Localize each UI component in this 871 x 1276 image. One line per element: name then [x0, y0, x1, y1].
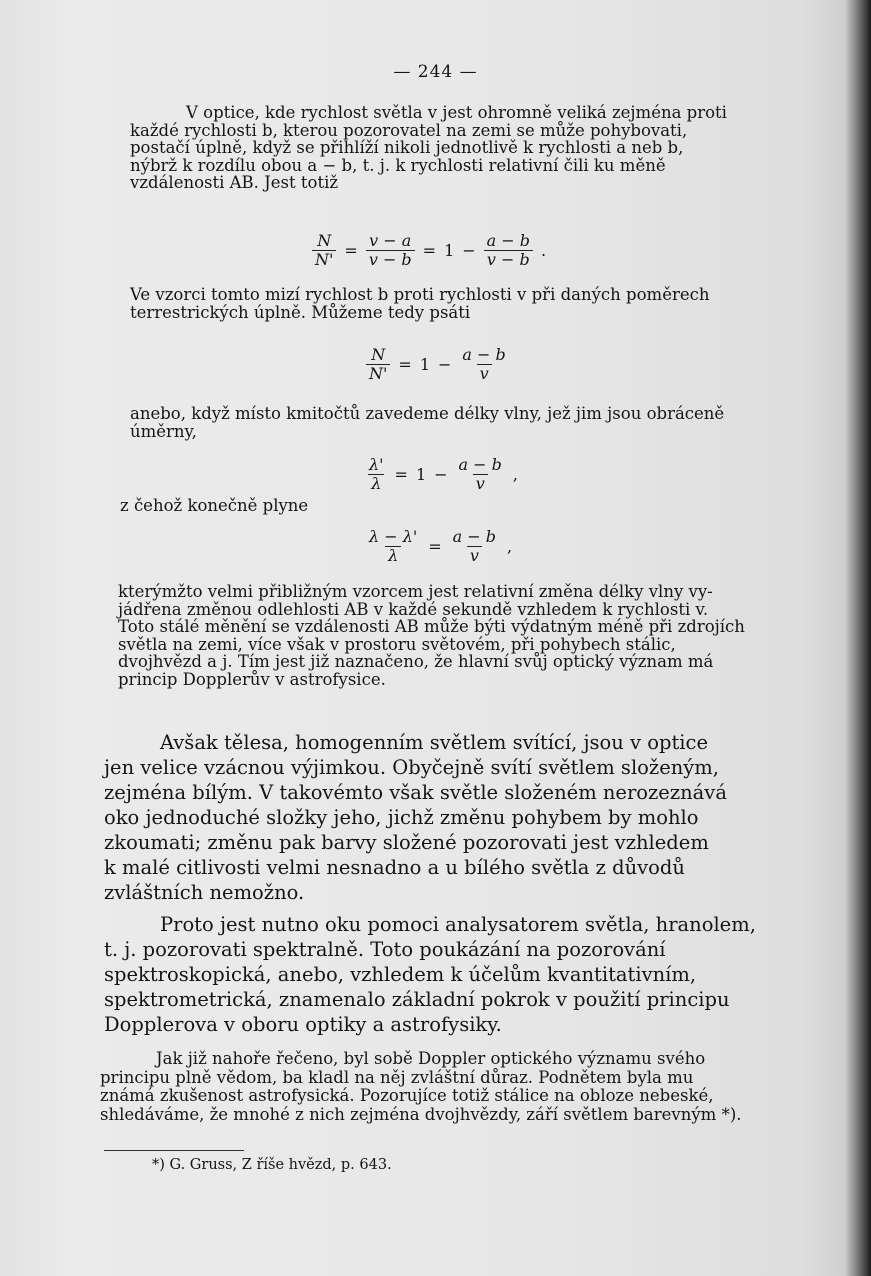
- paragraph-relative-change: [118, 583, 788, 688]
- minus-sign: −: [434, 465, 448, 484]
- text-line: vzdálenosti AB. Jest totiž: [130, 173, 339, 192]
- punctuation: ,: [512, 465, 518, 484]
- text-line: spektroskopická, anebo, vzhledem k účelům kvantitativním,: [104, 963, 697, 986]
- minus-sign: −: [462, 241, 476, 260]
- minus-sign: −: [438, 355, 452, 374]
- footnote-rule: [104, 1150, 244, 1151]
- paragraph-doppler-awareness: [100, 1050, 768, 1124]
- fraction: [366, 528, 420, 565]
- formula-relative-change: [366, 528, 512, 565]
- paragraph-optics-intro: [130, 104, 788, 192]
- fraction: [366, 232, 415, 269]
- constant-one: 1: [444, 241, 455, 260]
- text-line: oko jednoduché složky jeho, jichž změnu pohybem by mohlo: [104, 806, 699, 829]
- denominator: N': [366, 364, 390, 383]
- numerator: a − b: [486, 231, 531, 250]
- text-line: t. j. pozorovati spektralně. Toto poukázání na pozorování: [104, 938, 666, 961]
- fraction: [312, 232, 336, 269]
- paragraph-composite-light: [104, 730, 770, 905]
- denominator: v − b: [484, 250, 533, 269]
- numerator: N: [371, 345, 386, 364]
- denominator: λ: [385, 546, 401, 565]
- fraction: [366, 456, 387, 493]
- denominator: v: [477, 364, 492, 383]
- formula-frequency-ratio: [312, 232, 546, 269]
- paragraph-whence: [120, 497, 778, 515]
- text-line: terrestrických úplně. Můžeme tedy psáti: [130, 302, 471, 322]
- denominator: λ: [368, 474, 384, 493]
- page-number: — 244 —: [393, 62, 478, 82]
- fraction: [456, 456, 505, 493]
- numerator: λ − λ': [369, 527, 418, 546]
- numerator: v − a: [369, 231, 412, 250]
- text-line: Dopplerova v oboru optiky a astrofysiky.: [104, 1013, 502, 1036]
- text-line: Ve vzorci tomto mizí rychlost b proti rychlosti v při daných poměrech: [130, 285, 710, 304]
- fraction: [459, 346, 508, 383]
- text-line: světla na zemi, více však v prostoru světovém, při pohybech stálic,: [118, 634, 676, 654]
- text-line: zkoumati; změnu pak barvy složené pozorovati jest vzhledem: [104, 831, 709, 854]
- text-line: dvojhvězd a j. Tím jest již naznačeno, že hlavní svůj optický význam má: [118, 652, 714, 671]
- numerator: λ': [369, 455, 384, 474]
- text-line: každé rychlosti b, kterou pozorovatel na zemi se může pohybovati,: [130, 120, 688, 140]
- numerator: a − b: [458, 455, 502, 474]
- text-line: zvláštních nemožno.: [104, 881, 305, 904]
- paragraph-spectral: [104, 912, 770, 1037]
- text-line: zejména bílým. V takovémto však světle složeném nerozeznává: [104, 781, 727, 804]
- fraction: [366, 346, 390, 383]
- fraction: [450, 528, 499, 565]
- paragraph-terrestrial: [130, 286, 788, 321]
- equals-sign: =: [422, 241, 437, 260]
- text-line: z čehož konečně plyne: [120, 496, 309, 515]
- text-line: známá zkušenost astrofysická. Pozorujíce totiž stálice na obloze nebeské,: [100, 1086, 714, 1105]
- text-line: Jak již nahoře řečeno, byl sobě Doppler optického významu svého: [156, 1049, 706, 1068]
- numerator: a − b: [452, 527, 497, 546]
- text-line: princip Dopplerův v astrofysice.: [118, 669, 386, 689]
- text-line: jen velice vzácnou výjimkou. Obyčejně svítí světlem složeným,: [104, 756, 719, 779]
- equals-sign: =: [398, 355, 412, 374]
- text-line: nýbrž k rozdílu obou a − b, t. j. k rychlosti relativní čili ku měně: [130, 155, 666, 175]
- paragraph-wavelength: [130, 405, 788, 440]
- punctuation: .: [541, 241, 547, 260]
- denominator: v: [467, 546, 482, 565]
- numerator: N: [317, 231, 332, 250]
- fraction: [484, 232, 533, 269]
- text-line: kterýmžto velmi přibližným vzorcem jest relativní změna délky vlny vy-: [118, 582, 713, 601]
- text-line: Toto stálé měnění se vzdálenosti AB může býti výdatným méně při zdrojích: [118, 617, 745, 636]
- footnote: *) G. Gruss, Z říše hvězd, p. 643.: [152, 1157, 392, 1173]
- formula-wavelength-ratio: [366, 456, 518, 493]
- constant-one: 1: [419, 355, 430, 374]
- text-line: anebo, když místo kmitočtů zavedeme délky vlny, jež jim jsou obráceně: [130, 404, 725, 423]
- text-line: úměrny,: [130, 421, 197, 441]
- equals-sign: =: [344, 241, 358, 260]
- text-line: principu plně vědom, ba kladl na něj zvláštní důraz. Podnětem byla mu: [100, 1067, 694, 1087]
- text-line: Proto jest nutno oku pomoci analysatorem světla, hranolem,: [160, 913, 756, 936]
- denominator: N': [312, 250, 336, 269]
- text-line: jádřena změnou odlehlosti AB v každé sekundě vzhledem k rychlosti v.: [118, 599, 709, 619]
- text-line: postačí úplně, když se přihlíží nikoli jednotlivě k rychlosti a neb b,: [130, 138, 684, 157]
- text-line: Avšak tělesa, homogenním světlem svítící, jsou v optice: [160, 731, 709, 754]
- punctuation: ,: [507, 537, 513, 556]
- numerator: a − b: [462, 345, 506, 364]
- denominator: v − b: [366, 250, 415, 269]
- text-line: spektrometrická, znamenalo základní pokrok v použití principu: [104, 988, 730, 1011]
- text-line: V optice, kde rychlost světla v jest ohromně veliká zejména proti: [186, 103, 727, 122]
- equals-sign: =: [428, 537, 442, 556]
- text-line: k malé citlivosti velmi nesnadno a u bílého světla z důvodů: [104, 856, 685, 879]
- equals-sign: =: [394, 465, 408, 484]
- formula-simplified: [366, 346, 509, 383]
- constant-one: 1: [415, 465, 427, 484]
- text-line: shledáváme, že mnohé z nich zejména dvojhvězdy, září světlem barevným *).: [100, 1104, 742, 1124]
- denominator: v: [473, 474, 488, 493]
